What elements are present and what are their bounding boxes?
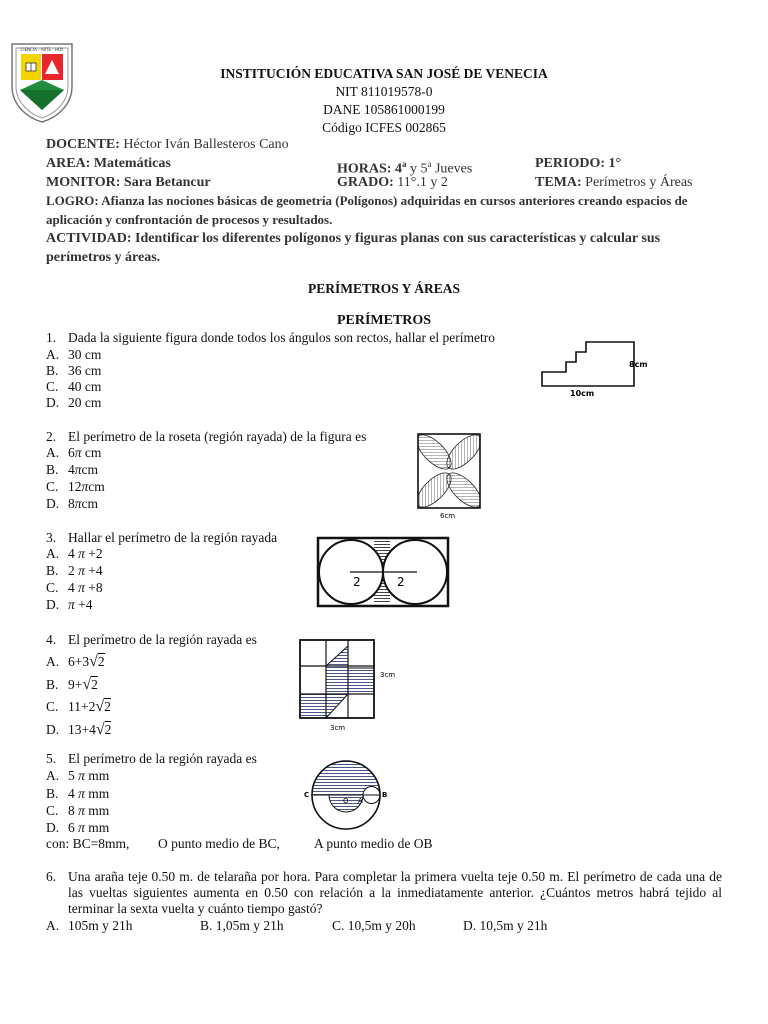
q3-text: Hallar el perímetro de la región rayada xyxy=(68,530,278,545)
q1-option-d: D. 20 cm xyxy=(46,395,102,410)
actividad-text: ACTIVIDAD: Identificar los diferentes polígonos y figuras planas con sus características y calcular sus perímetros y áreas. xyxy=(46,231,661,265)
svg-text:2: 2 xyxy=(397,575,405,589)
q2-rosette-figure xyxy=(414,430,484,520)
q6-option-d: D. 10,5m y 21h xyxy=(463,918,548,933)
svg-text:A: A xyxy=(358,797,363,805)
svg-text:O: O xyxy=(343,797,349,805)
q4-option-d: D. 13+4√2 xyxy=(46,721,112,738)
q2-text: El perímetro de la roseta (región rayada) de la figura es xyxy=(68,429,367,444)
q5-text: El perímetro de la región rayada es xyxy=(68,751,257,766)
q6-option-a: A. 105m y 21h xyxy=(46,918,133,933)
q4-option-c: C. 11+2√2 xyxy=(46,698,111,715)
q5-option-c: C. 8 π mm xyxy=(46,803,110,818)
q1-text: Dada la siguiente figura donde todos los ángulos son rectos, hallar el perímetro xyxy=(68,330,496,345)
q1-staircase-figure xyxy=(536,336,656,398)
q6-option-c: C. 10,5m y 20h xyxy=(332,918,416,933)
institution-nit: NIT 811019578-0 xyxy=(335,84,433,99)
q5-condition-o: O punto medio de BC, xyxy=(158,836,280,851)
q4-grid-figure xyxy=(296,636,406,736)
q5-option-b: B. 4 π mm xyxy=(46,786,110,801)
q2-option-b: B. 4πcm xyxy=(46,462,99,477)
q1-option-c: C. 40 cm xyxy=(46,379,102,394)
svg-text:3cm: 3cm xyxy=(380,671,396,679)
q4-number: 4. xyxy=(46,632,57,647)
q3-two-circles-figure xyxy=(314,534,454,610)
horas-label: HORAS: 4$^a$ y 5$^a$ Jueves xyxy=(337,159,473,177)
q4-option-b: B. 9+√2 xyxy=(46,676,98,693)
q5-option-d: D. 6 π mm xyxy=(46,820,110,835)
institution-icfes: Código ICFES 002865 xyxy=(322,120,446,135)
grado-label: GRADO: 11°.1 y 2 xyxy=(337,175,448,190)
institution-name: INSTITUCIÓN EDUCATIVA SAN JOSÉ DE VENECIA xyxy=(220,66,548,81)
svg-text:2: 2 xyxy=(353,575,361,589)
q2-number: 2. xyxy=(46,429,57,444)
q1-option-b: B. 36 cm xyxy=(46,363,102,378)
q6-option-b: B. 1,05m y 21h xyxy=(200,918,284,933)
svg-text:CIENCIA - ARTE - HOY: CIENCIA - ARTE - HOY xyxy=(20,47,64,52)
svg-text:8cm: 8cm xyxy=(629,360,648,369)
q5-number: 5. xyxy=(46,751,57,766)
q3-option-c: C. 4 π +8 xyxy=(46,580,103,595)
q4-option-a: A. 6+3√2 xyxy=(46,653,105,670)
q4-text: El perímetro de la región rayada es xyxy=(68,632,257,647)
q2-option-d: D. 8πcm xyxy=(46,496,99,511)
svg-text:3cm: 3cm xyxy=(330,724,346,732)
docente-line: DOCENTE: Héctor Iván Ballesteros Cano xyxy=(46,137,289,152)
area-label: AREA: Matemáticas xyxy=(46,156,171,171)
svg-text:6cm: 6cm xyxy=(440,512,456,520)
tema-label: TEMA: Perímetros y Áreas xyxy=(535,175,693,190)
periodo-label: PERIODO: 1° xyxy=(535,156,622,171)
svg-text:B: B xyxy=(382,791,388,799)
q3-number: 3. xyxy=(46,530,57,545)
main-title: PERÍMETROS Y ÁREAS xyxy=(307,281,461,296)
q1-number: 1. xyxy=(46,330,57,345)
q2-option-a: A. 6π cm xyxy=(46,445,102,460)
q6-text: Una araña teje 0.50 m. de telaraña por hora. Para completar la primera vuelta teje 0.50 m. El perímetro de cada una de las vueltas siguientes aumenta en 0.50 con relación a la inmediatamente anterior. ¿Cuántos metros habrá tejido al terminar la sexta vuelta y cuánto tiempo gastó? xyxy=(68,869,722,916)
svg-text:C: C xyxy=(304,791,310,799)
q5-circle-figure xyxy=(300,754,390,838)
institution-dane: DANE 105861000199 xyxy=(323,102,445,117)
q5-condition-bc: con: BC=8mm, xyxy=(46,836,130,851)
q3-option-b: B. 2 π +4 xyxy=(46,563,103,578)
q3-option-a: A. 4 π +2 xyxy=(46,546,103,561)
q5-condition-a: A punto medio de OB xyxy=(314,836,433,851)
monitor-label: MONITOR: Sara Betancur xyxy=(46,175,211,190)
q3-option-d: D. π +4 xyxy=(46,597,93,612)
q2-option-c: C. 12πcm xyxy=(46,479,105,494)
q5-option-a: A. 5 π mm xyxy=(46,768,110,783)
svg-text:10cm: 10cm xyxy=(570,389,595,398)
q1-option-a: A. 30 cm xyxy=(46,347,102,362)
section-title: PERÍMETROS xyxy=(336,313,432,328)
logro-text: LOGRO: Afianza las nociones básicas de geometría (Polígonos) adquiridas en cursos anteriores creando espacios de aplicación y confrontación de procesos y resultados. xyxy=(46,193,688,227)
q6-number: 6. xyxy=(46,869,57,884)
